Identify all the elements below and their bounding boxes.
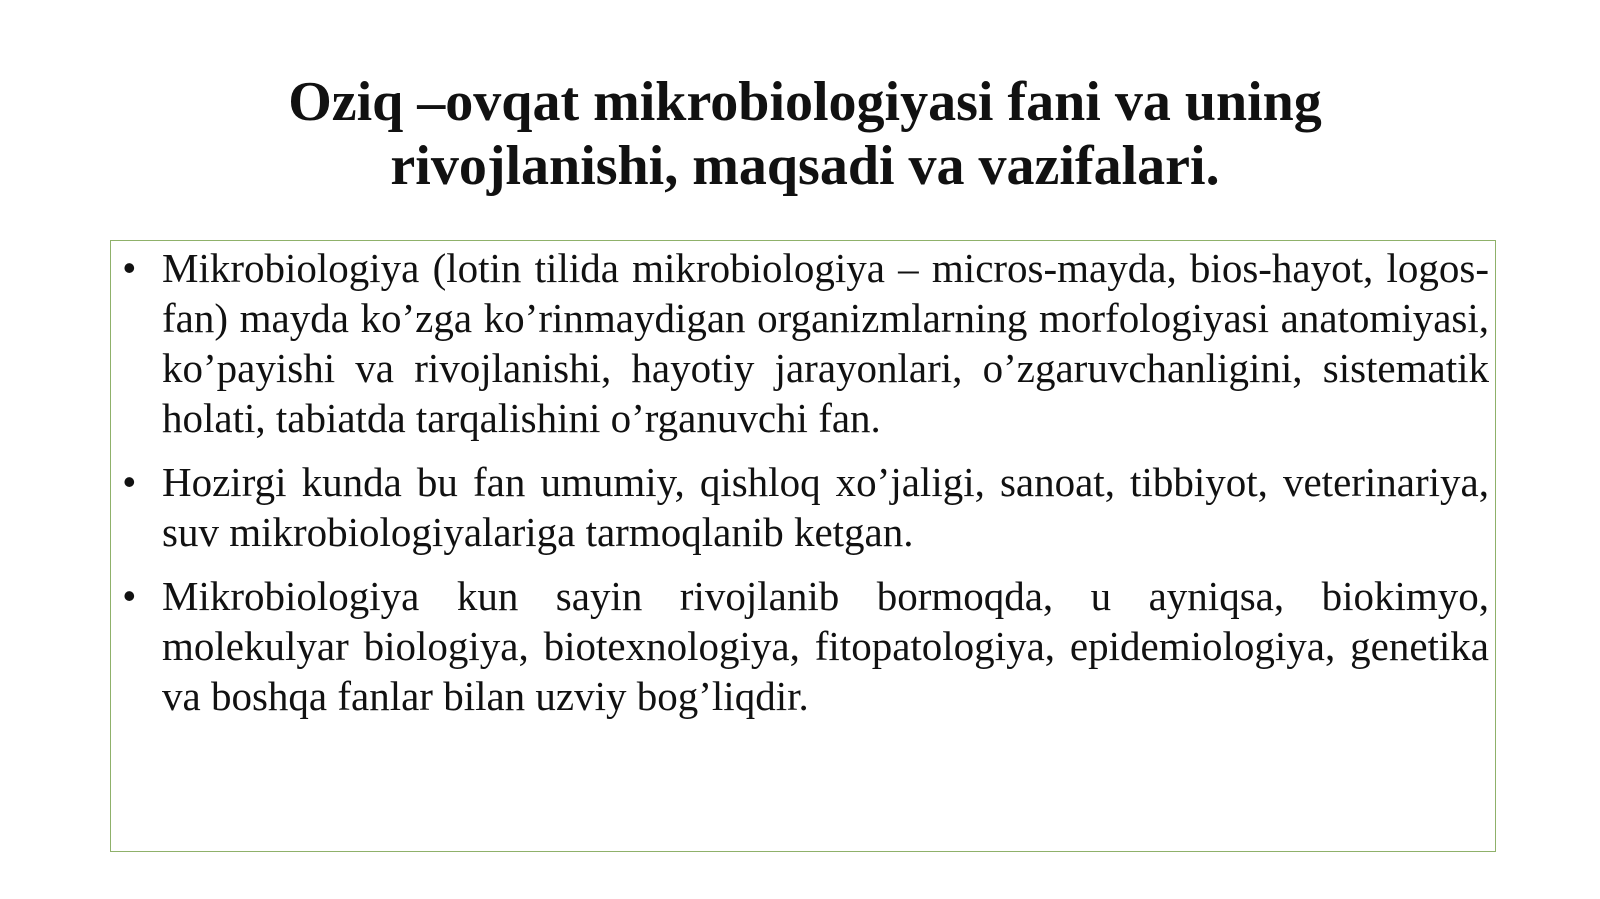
slide-title-line-2: rivojlanishi, maqsadi va vazifalari. bbox=[390, 135, 1220, 197]
bullet-item bbox=[121, 457, 1489, 557]
slide-title bbox=[110, 70, 1500, 198]
slide-title-line-1: Oziq –ovqat mikrobiologiyasi fani va uning bbox=[288, 71, 1322, 133]
bullet-list bbox=[121, 243, 1489, 735]
bullet-text: Mikrobiologiya kun sayin rivojlanib bormoqda, u ayniqsa, biokimyo, molekulyar biologiya, biotexnologiya, fitopatologiya, epidemiologiya, genetika va boshqa fanlar bilan uzviy bog’liqdir. bbox=[162, 573, 1489, 719]
content-box bbox=[110, 240, 1496, 852]
bullet-icon: • bbox=[123, 461, 136, 502]
bullet-text: Hozirgi kunda bu fan umumiy, qishloq xo’jaligi, sanoat, tibbiyot, veterinariya, suv mikrobiologiyalariga tarmoqlanib ketgan. bbox=[162, 459, 1489, 555]
bullet-item bbox=[121, 571, 1489, 721]
bullet-icon: • bbox=[123, 575, 136, 616]
bullet-icon: • bbox=[123, 247, 136, 288]
bullet-text: Mikrobiologiya (lotin tilida mikrobiologiya – micros-mayda, bios-hayot, logos-fan) mayda ko’zga ko’rinmaydigan organizmlarning morfologiyasi anatomiyasi, ko’payishi va rivojlanishi, hayotiy jarayonlari, o’zgaruvchanligini, sistematik holati, tabiatda tarqalishini o’rganuvchi fan. bbox=[162, 245, 1489, 441]
bullet-item bbox=[121, 243, 1489, 443]
